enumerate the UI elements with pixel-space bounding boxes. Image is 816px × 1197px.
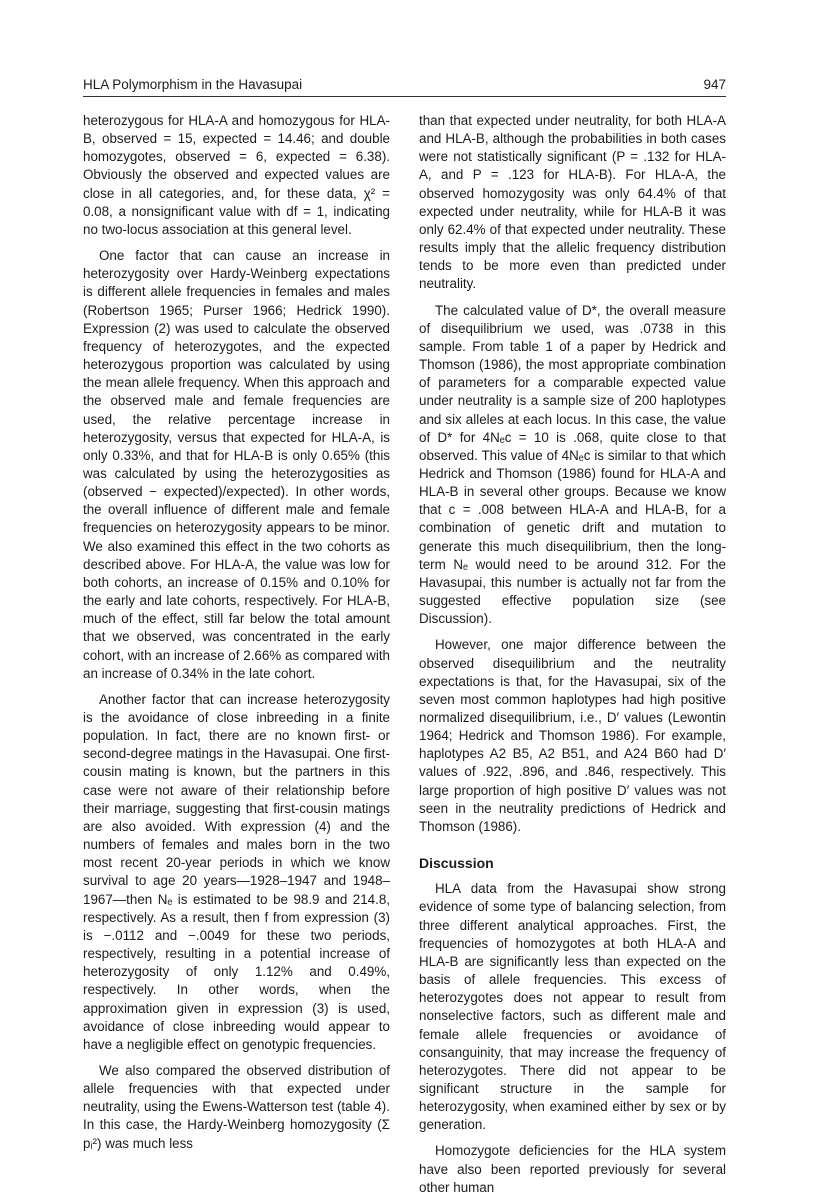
left-column [83, 112, 390, 1153]
right-column [419, 112, 726, 1197]
paragraph: We also compared the observed distribution of allele frequencies with that expected under neutrality, using the Ewens-Watterson test (table 4). In this case, the Hardy-Weinberg homozygosity (Σ pᵢ²) was much less [83, 1062, 390, 1151]
running-header [83, 77, 726, 97]
page-number: 947 [703, 77, 726, 92]
running-title: HLA Polymorphism in the Havasupai [83, 77, 303, 92]
paragraph: However, one major difference between the observed disequilibrium and the neutrality expectations is that, for the Havasupai, six of the seven most common haplotypes had high positive normalized disequilibrium, i.e., D′ values (Lewontin 1964; Hedrick and Thomson 1986). For example, haplotypes A2 B5, A2 B51, and A24 B60 had D′ values of .922, .896, and .846, respectively. This large proportion of high positive D′ values was not seen in the neutrality predictions of Hedrick and Thomson (1986). [419, 637, 726, 834]
paragraph: Another factor that can increase heterozygosity is the avoidance of close inbreeding in a finite population. In fact, there are no known first- or second-degree matings in the Havasupai. One first-cousin mating is known, but the partners in this case were not aware of their relationship before their marriage, suggesting that first-cousin matings are also avoided. With expression (4) and the numbers of females and males born in the two most recent 20-year periods in which we know survival to age 20 years—1928–1947 and 1948–1967—then Nₑ is estimated to be 98.9 and 214.8, respectively. As a result, then f from expression (3) is −.0112 and −.0049 for these two periods, respectively, resulting in a potential increase of heterozygosity of only 1.12% and 0.49%, respectively. In other words, when the approximation given in expression (3) is used, avoidance of close inbreeding would appear to have a negligible effect on genotypic frequencies. [83, 691, 390, 1052]
section-heading: Discussion [419, 855, 494, 872]
paragraph: One factor that can cause an increase in heterozygosity over Hardy-Weinberg expectations is different allele frequencies in females and males (Robertson 1965; Purser 1966; Hedrick 1990). Expression (2) was used to calculate the observed frequency of heterozygotes, and the expected heterozygous proportion was calculated by using the mean allele frequency. When this approach and the observed male and female frequencies are used, the relative percentage increase in heterozygosity, versus that expected for HLA-A, is only 0.33%, and that for HLA-B is only 0.65% (this was calculated by using the heterozygosities as (observed − expected)/expected). In other words, the overall influence of different male and female frequencies on heterozygosity appears to be minor. We also examined this effect in the two cohorts as described above. For HLA-A, the value was low for both cohorts, an increase of 0.15% and 0.10% for the early and late cohorts, respectively. For HLA-B, much of the effect, still far below the total amount that we observed, was concentrated in the early cohort, with an increase of 2.66% as compared with an increase of 0.34% in the late cohort. [83, 248, 390, 681]
paragraph: HLA data from the Havasupai show strong evidence of some type of balancing selection, from three different analytical approaches. First, the frequencies of homozygotes at both HLA-A and HLA-B are significantly less than expected on the basis of allele frequencies. This excess of heterozygotes does not appear to result from nonselective factors, such as different male and female allele frequencies or avoidance of consanguinity, that may increase the frequency of heterozygotes. There did not appear to be significant structure in the sample for heterozygosity, when examined either by sex or by generation. [419, 881, 726, 1133]
paragraph: than that expected under neutrality, for both HLA-A and HLA-B, although the probabilities in both cases were not statistically significant (P = .132 for HLA-A, and P = .123 for HLA-B). For HLA-A, the observed homozygosity was only 64.4% of that expected under neutrality, while for HLA-B it was only 62.4% of that expected under neutrality. These results imply that the allelic frequency distribution tends to be more even than predicted under neutrality. [419, 113, 726, 292]
paragraph: heterozygous for HLA-A and homozygous for HLA-B, observed = 15, expected = 14.46; and double homozygotes, observed = 6, expected = 6.38). Obviously the observed and expected values are close in all categories, and, for these data, χ² = 0.08, a nonsignificant value with df = 1, indicating no two-locus association at this general level. [83, 113, 390, 237]
paragraph: The calculated value of D*, the overall measure of disequilibrium we used, was .0738 in this sample. From table 1 of a paper by Hedrick and Thomson (1986), the most appropriate combination of parameters for a comparable expected value under neutrality is a sample size of 200 haplotypes and six alleles at each locus. In this case, the value of D* for 4Nₑc = 10 is .068, quite close to that observed. This value of 4Nₑc is similar to that which Hedrick and Thomson (1986) found for HLA-A and HLA-B in several other groups. Because we know that c = .008 between HLA-A and HLA-B, for a combination of genetic drift and mutation to generate this much disequilibrium, then the long-term Nₑ would need to be around 312. For the Havasupai, this number is actually not far from the suggested effective population size (see Discussion). [419, 302, 726, 627]
paragraph: Homozygote deficiencies for the HLA system have also been reported previously for several other human [419, 1143, 726, 1195]
header-rule [83, 96, 726, 97]
